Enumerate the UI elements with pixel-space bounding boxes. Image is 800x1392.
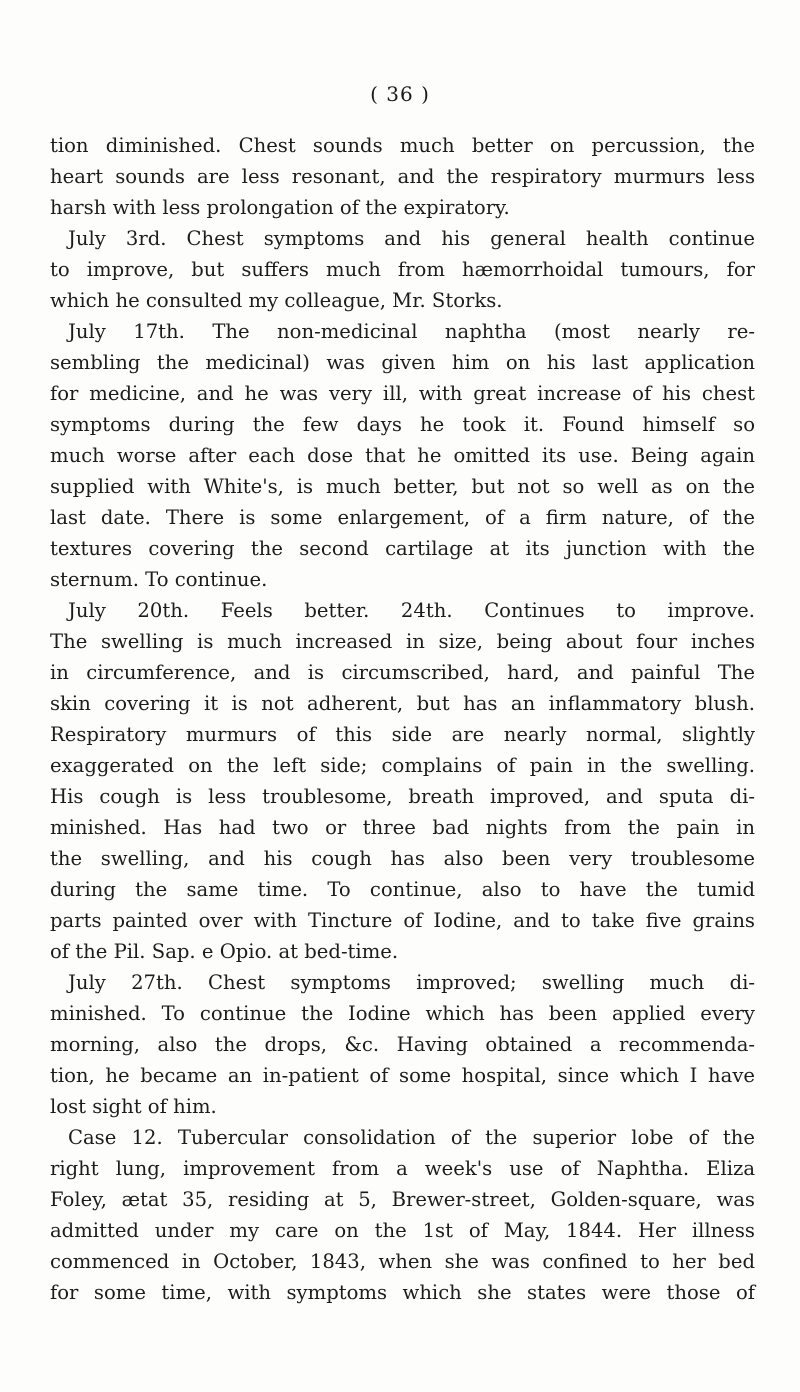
text-line: sternum. To continue.: [50, 568, 268, 591]
text-line: right lung, improvement from a week's use of Naphtha. Eliza: [50, 1157, 755, 1180]
text-line: symptoms during the few days he took it. Found himself so: [50, 413, 755, 436]
text-line: lost sight of him.: [50, 1095, 217, 1118]
text-line: July 27th. Chest symptoms improved; swelling much di-: [68, 971, 755, 994]
text-line: parts painted over with Tincture of Iodine, and to take five grains: [50, 909, 755, 932]
text-line: the swelling, and his cough has also been very troublesome: [50, 847, 755, 870]
text-line: of the Pil. Sap. e Opio. at bed-time.: [50, 940, 399, 963]
text-line: July 20th. Feels better. 24th. Continues to improve.: [68, 599, 755, 622]
text-line: morning, also the drops, &c. Having obtained a recommenda-: [50, 1033, 755, 1056]
text-line: exaggerated on the left side; complains of pain in the swelling.: [50, 754, 755, 777]
text-line: much worse after each dose that he omitted its use. Being again: [50, 444, 755, 467]
text-line: Foley, ætat 35, residing at 5, Brewer-street, Golden-square, was: [50, 1188, 755, 1211]
text-line: His cough is less troublesome, breath improved, and sputa di-: [50, 785, 755, 808]
text-line: in circumference, and is circumscribed, hard, and painful The: [50, 661, 755, 684]
text-line: during the same time. To continue, also to have the tumid: [50, 878, 755, 901]
text-line: which he consulted my colleague, Mr. Storks.: [50, 289, 503, 312]
text-line: commenced in October, 1843, when she was confined to her bed: [50, 1250, 755, 1273]
text-line: skin covering it is not adherent, but has an inflammatory blush.: [50, 692, 755, 715]
page-number: ( 36 ): [370, 82, 430, 106]
text-line: supplied with White's, is much better, but not so well as on the: [50, 475, 755, 498]
text-line: July 17th. The non-medicinal naphtha (most nearly re-: [68, 320, 755, 343]
body-text: [50, 130, 755, 1308]
text-line: minished. To continue the Iodine which has been applied every: [50, 1002, 755, 1025]
text-line: tion, he became an in-patient of some hospital, since which I have: [50, 1064, 755, 1087]
text-line: for medicine, and he was very ill, with great increase of his chest: [50, 382, 755, 405]
text-line: textures covering the second cartilage at its junction with the: [50, 537, 755, 560]
text-line: for some time, with symptoms which she states were those of: [50, 1281, 755, 1304]
text-line: to improve, but suffers much from hæmorrhoidal tumours, for: [50, 258, 755, 281]
text-line: The swelling is much increased in size, being about four inches: [50, 630, 755, 653]
text-line: harsh with less prolongation of the expiratory.: [50, 196, 510, 219]
text-line: admitted under my care on the 1st of May, 1844. Her illness: [50, 1219, 755, 1242]
text-line: minished. Has had two or three bad nights from the pain in: [50, 816, 755, 839]
text-line: heart sounds are less resonant, and the respiratory murmurs less: [50, 165, 755, 188]
text-line: July 3rd. Chest symptoms and his general health continue: [68, 227, 755, 250]
text-line: last date. There is some enlargement, of a firm nature, of the: [50, 506, 755, 529]
text-line: sembling the medicinal) was given him on his last application: [50, 351, 755, 374]
text-line: tion diminished. Chest sounds much better on percussion, the: [50, 134, 755, 157]
text-line: Respiratory murmurs of this side are nearly normal, slightly: [50, 723, 755, 746]
text-line: Case 12. Tubercular consolidation of the superior lobe of the: [68, 1126, 755, 1149]
